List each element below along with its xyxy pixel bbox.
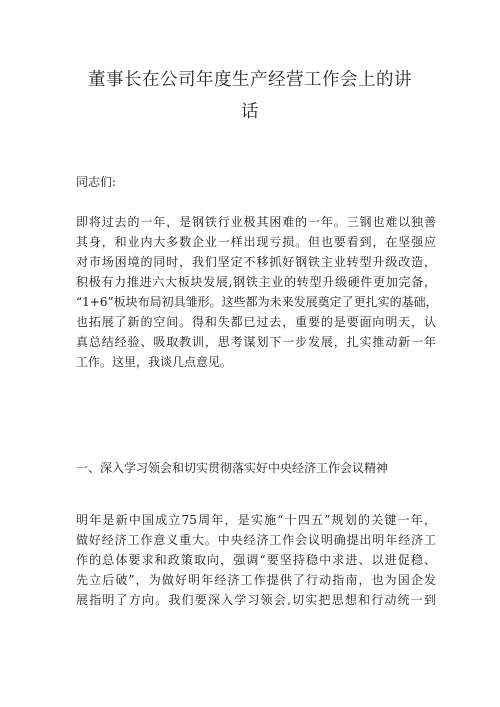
paragraph-line: 先立后破”，为做好明年经济工作提供了行动指南，也为国企发 (76, 573, 436, 587)
salutation: 同志们: (76, 175, 117, 189)
section-heading-1: 一、深入学习领会和切实贯彻落实好中央经济工作会议精神 (76, 461, 389, 475)
paragraph-line: 对市场困境的同时，我们坚定不移抓好钢铁主业转型升级改造， (76, 255, 436, 269)
paragraph-line: 明年是新中国成立75周年，是实施“十四五”规划的关键一年， (76, 513, 436, 527)
paragraph-line: 积极有力推进六大板块发展,钢铁主业的转型升级硬件更加完备， (76, 275, 436, 289)
paragraph-line: 也拓展了新的空间。得和失都已过去，重要的是要面向明天，认 (76, 315, 436, 329)
title-line-2: 话 (241, 102, 259, 122)
paragraph-intro (76, 212, 436, 372)
paragraph-line: 做好经济工作意义重大。中央经济工作会议明确提出明年经济工 (76, 533, 436, 547)
paragraph-line: 即将过去的一年，是钢铁行业极其困难的一年。三钢也难以独善 (76, 215, 436, 229)
paragraph-section-1 (76, 510, 436, 610)
paragraph-line: 作的总体要求和政策取向，强调“要坚持稳中求进、以进促稳、 (76, 553, 436, 567)
title-line-1: 董事长在公司年度生产经营工作会上的讲 (88, 70, 412, 90)
paragraph-line: 真总结经验、吸取教训，思考谋划下一步发展，扎实推动新一年 (76, 335, 436, 349)
paragraph-line: 其身，和业内大多数企业一样出现亏损。但也要看到，在坚强应 (76, 235, 436, 249)
paragraph-line: “1+6”板块布局初具雏形。这些都为未来发展奠定了更扎实的基础， (76, 295, 438, 309)
paragraph-line: 展指明了方向。我们要深入学习领会,切实把思想和行动统一到 (76, 593, 436, 607)
paragraph-line: 工作。这里，我谈几点意见。 (76, 355, 233, 369)
document-title (60, 64, 440, 128)
